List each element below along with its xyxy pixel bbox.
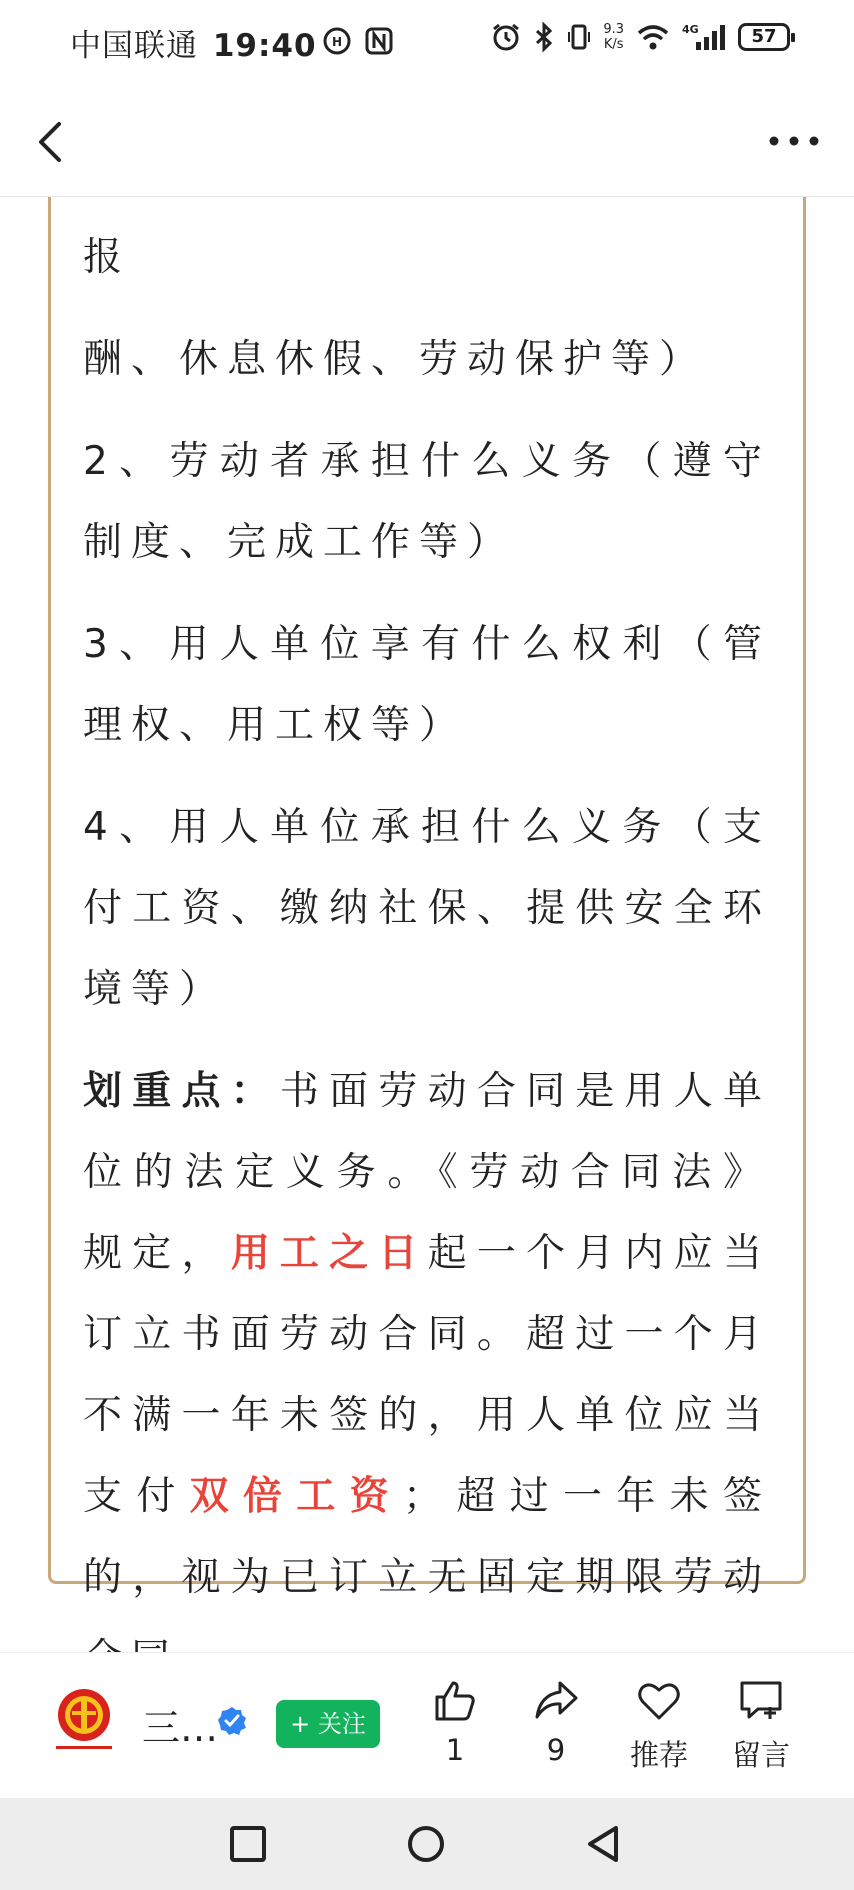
share-count: 9 — [546, 1733, 566, 1767]
comment-button[interactable] — [716, 1677, 806, 1774]
like-button[interactable] — [410, 1677, 500, 1767]
comment-label: 留言 — [731, 1738, 790, 1772]
back-button[interactable] — [26, 114, 82, 170]
recent-apps-button[interactable] — [224, 1820, 272, 1868]
signal-label: 4G — [682, 23, 699, 36]
wifi-icon — [636, 22, 670, 52]
alarm-icon — [491, 22, 521, 52]
battery-indicator: 57 — [738, 23, 790, 51]
keypoint-label: 划重点： — [83, 1069, 280, 1114]
nfc-icon — [364, 26, 394, 56]
partial-line: 报 — [83, 235, 132, 280]
more-horizontal-icon — [764, 116, 824, 166]
list-item: 3、用人单位享有什么权利（管理权、用工权等） — [83, 622, 771, 748]
list-item: 酬、休息休假、劳动保护等） — [83, 337, 708, 382]
share-button[interactable] — [511, 1677, 601, 1767]
recent-apps-icon — [224, 1820, 272, 1868]
more-options-button[interactable] — [764, 116, 824, 166]
keypoint-text: 起一个月内应当订立书面劳动合同。超过一个月不满一年未签的，用人单位应当支付 — [83, 1231, 771, 1519]
keypoint-text: ；超过一年未签的，视为已订立无固定期限劳动 — [83, 1474, 771, 1600]
follow-button[interactable]: + 关注 — [276, 1700, 380, 1748]
recommend-button[interactable] — [614, 1677, 704, 1774]
status-bar — [0, 0, 854, 86]
svg-text:H: H — [331, 35, 343, 49]
article-content[interactable] — [0, 196, 854, 1652]
article-text — [83, 136, 771, 1720]
highlight-text: 双倍工资 — [189, 1474, 403, 1519]
hd-voice-icon — [322, 26, 352, 56]
keypoint-text: 书面劳动合同是用人单位的法定义务。《劳动合同法》规定， — [83, 1069, 771, 1276]
bluetooth-icon — [533, 22, 555, 52]
status-left-icons — [322, 26, 394, 56]
heart-icon — [635, 1677, 683, 1725]
chevron-left-icon — [26, 114, 82, 170]
verified-badge-icon — [216, 1705, 248, 1737]
status-left — [70, 20, 317, 65]
cellular-signal-icon — [682, 22, 726, 52]
keypoint-paragraph — [83, 1051, 771, 1699]
vibrate-icon — [567, 22, 591, 52]
like-count: 1 — [445, 1733, 465, 1767]
account-avatar[interactable] — [52, 1687, 116, 1751]
carrier-label: 中国联通 — [70, 28, 198, 64]
system-back-button[interactable] — [580, 1820, 628, 1868]
home-icon — [402, 1820, 450, 1868]
share-arrow-icon — [532, 1677, 580, 1725]
bottom-action-bar — [0, 1652, 854, 1799]
status-right-icons — [491, 22, 790, 52]
net-speed-value: 9.3 — [603, 22, 624, 37]
system-nav-bar — [0, 1798, 854, 1890]
union-logo-icon — [52, 1687, 116, 1751]
clock: 19:40 — [212, 28, 317, 64]
list-item: 2、劳动者承担什么义务（遵守制度、完成工作等） — [83, 439, 771, 565]
recommend-label: 推荐 — [629, 1738, 688, 1772]
article-card — [48, 136, 806, 1600]
network-speed — [603, 22, 624, 52]
home-button[interactable] — [402, 1820, 450, 1868]
back-triangle-icon — [580, 1820, 628, 1868]
list-item: 4、用人单位承担什么义务（支付工资、缴纳社保、提供安全环境等） — [83, 805, 771, 1012]
top-nav-bar — [0, 86, 854, 197]
comment-add-icon — [736, 1677, 786, 1725]
thumbs-up-icon — [431, 1677, 479, 1725]
net-speed-unit: K/s — [603, 37, 624, 52]
highlight-text: 用工之日 — [230, 1231, 428, 1276]
account-name[interactable]: 三… — [142, 1706, 219, 1750]
